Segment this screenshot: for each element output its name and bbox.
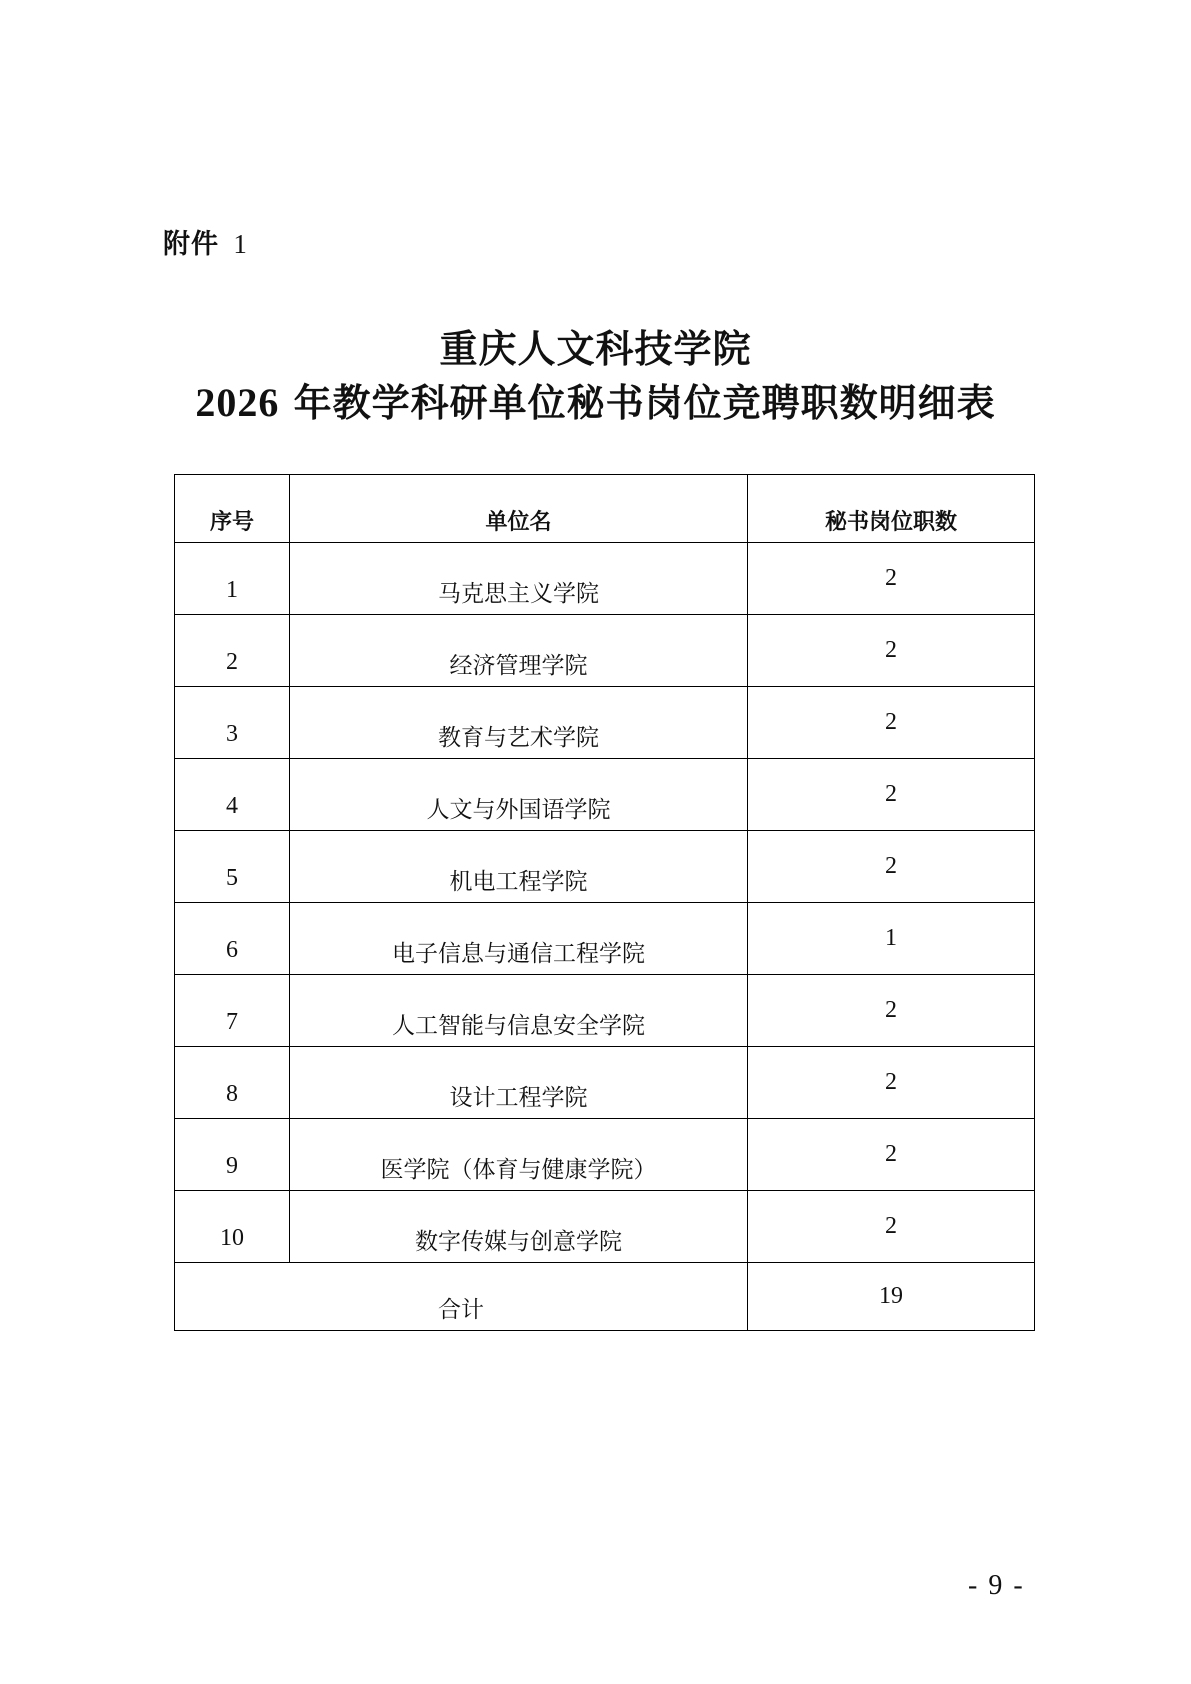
secretary-post-table [174, 474, 1035, 1331]
row-unit: 数字传媒与创意学院 [290, 1191, 748, 1263]
attachment-number: 1 [233, 229, 248, 259]
row-unit: 马克思主义学院 [290, 543, 748, 615]
total-value: 19 [748, 1263, 1035, 1331]
table-row [175, 615, 1035, 687]
row-serial: 5 [175, 831, 290, 903]
document-title-line-2 [0, 372, 1191, 427]
row-serial: 6 [175, 903, 290, 975]
table-row [175, 687, 1035, 759]
row-unit: 机电工程学院 [290, 831, 748, 903]
row-count: 2 [748, 1119, 1035, 1191]
row-unit: 经济管理学院 [290, 615, 748, 687]
table-row [175, 831, 1035, 903]
table-row [175, 1119, 1035, 1191]
page-number: - 9 - [968, 1570, 1025, 1601]
row-unit: 人工智能与信息安全学院 [290, 975, 748, 1047]
row-serial: 9 [175, 1119, 290, 1191]
row-count: 2 [748, 831, 1035, 903]
title-rest: 年教学科研单位秘书岗位竞聘职数明细表 [293, 381, 996, 425]
row-count: 1 [748, 903, 1035, 975]
row-count: 2 [748, 687, 1035, 759]
header-serial: 序号 [175, 475, 290, 543]
row-count: 2 [748, 1047, 1035, 1119]
attachment-text: 附件 [163, 229, 219, 260]
row-serial: 4 [175, 759, 290, 831]
table-row [175, 1191, 1035, 1263]
header-unit-name: 单位名 [290, 475, 748, 543]
row-serial: 2 [175, 615, 290, 687]
row-unit: 人文与外国语学院 [290, 759, 748, 831]
row-count: 2 [748, 543, 1035, 615]
table-row [175, 1047, 1035, 1119]
row-unit: 电子信息与通信工程学院 [290, 903, 748, 975]
row-serial: 1 [175, 543, 290, 615]
title-year: 2026 [195, 380, 280, 425]
table-row [175, 903, 1035, 975]
table-row [175, 543, 1035, 615]
row-unit: 医学院（体育与健康学院） [290, 1119, 748, 1191]
document-title-line-1: 重庆人文科技学院 [439, 327, 752, 371]
row-serial: 8 [175, 1047, 290, 1119]
row-count: 2 [748, 1191, 1035, 1263]
row-serial: 10 [175, 1191, 290, 1263]
table-row [175, 759, 1035, 831]
row-count: 2 [748, 975, 1035, 1047]
row-serial: 3 [175, 687, 290, 759]
row-unit: 设计工程学院 [290, 1047, 748, 1119]
row-count: 2 [748, 615, 1035, 687]
total-label: 合计 [175, 1263, 748, 1331]
header-post-count: 秘书岗位职数 [748, 475, 1035, 543]
table-header-row [175, 475, 1035, 543]
attachment-label [163, 222, 248, 261]
table-row [175, 975, 1035, 1047]
row-serial: 7 [175, 975, 290, 1047]
row-count: 2 [748, 759, 1035, 831]
table-total-row [175, 1263, 1035, 1331]
row-unit: 教育与艺术学院 [290, 687, 748, 759]
